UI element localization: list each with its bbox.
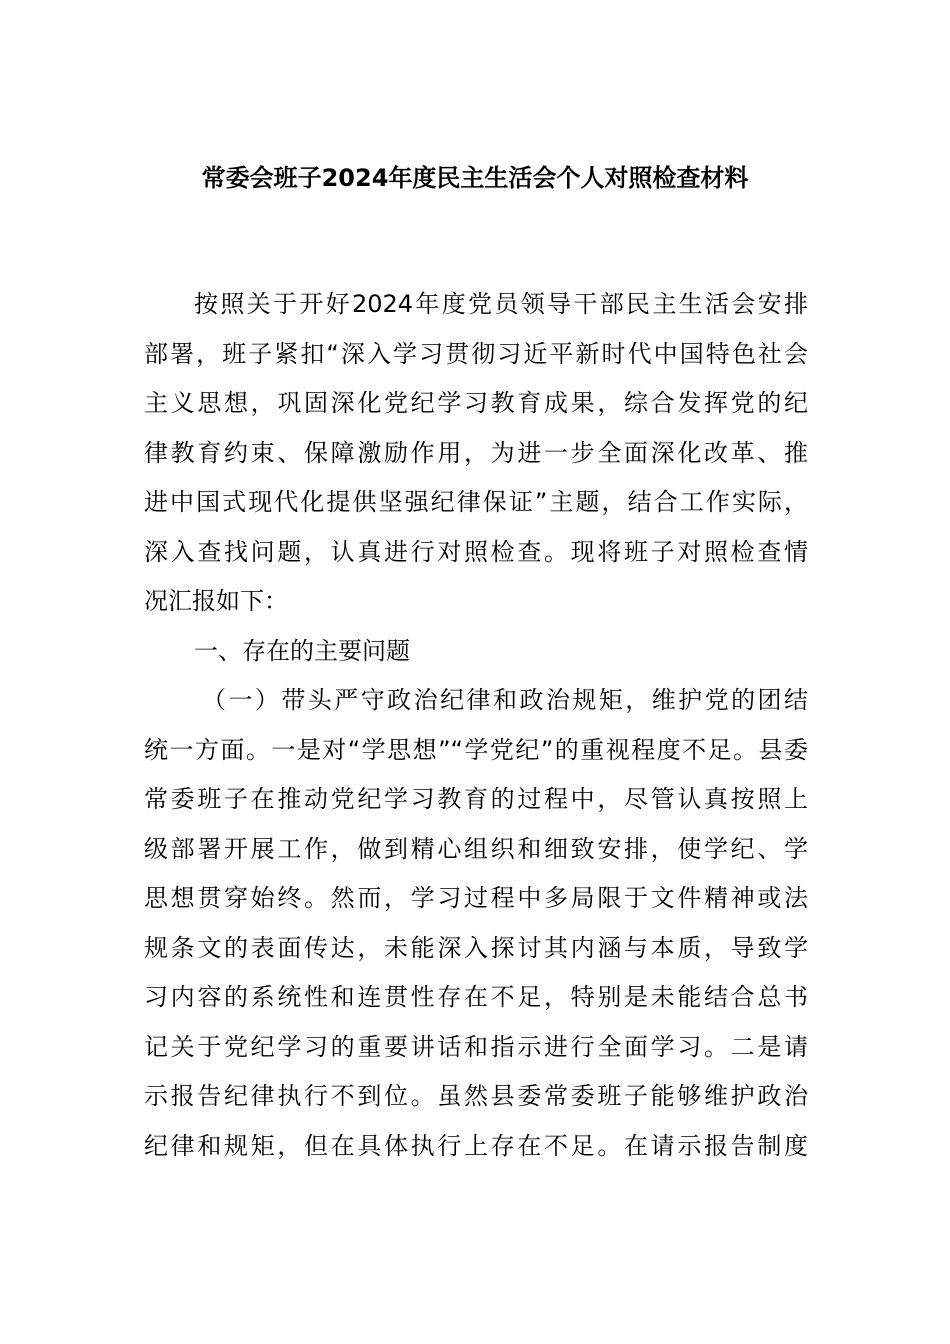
paragraph-line: 习内容的系统性和连贯性存在不足，特别是未能结合总书 xyxy=(144,983,808,1011)
document-body xyxy=(144,280,808,1171)
paragraph-line: 深入查找问题，认真进行对照检查。现将班子对照检查情 xyxy=(144,537,808,566)
section-heading: 一、存在的主要问题 xyxy=(194,636,410,665)
document-title: 常委会班子2024年度民主生活会个人对照检查材料 xyxy=(201,164,749,192)
paragraph-line: 记关于党纪学习的重要讲话和指示进行全面学习。二是请 xyxy=(144,1032,808,1061)
paragraph-line: 律教育约束、保障激励作用，为进一步全面深化改革、推 xyxy=(144,438,808,467)
paragraph-line: 示报告纪律执行不到位。虽然县委常委班子能够维护政治 xyxy=(144,1082,808,1110)
paragraph-line: 况汇报如下： xyxy=(144,587,288,615)
paragraph-line: 按照关于开好2024年度党员领导干部民主生活会安排 xyxy=(194,290,808,318)
paragraph-line: 常委班子在推动党纪学习教育的过程中，尽管认真按照上 xyxy=(144,785,808,813)
paragraph-line: 主义思想，巩固深化党纪学习教育成果，综合发挥党的纪 xyxy=(144,389,808,417)
paragraph-line: 统一方面。一是对“学思想”“学党纪”的重视程度不足。县委 xyxy=(144,735,808,764)
paragraph-line: 进中国式现代化提供坚强纪律保证”主题，结合工作实际， xyxy=(144,488,808,516)
subsection-heading-line: （一）带头严守政治纪律和政治规矩，维护党的团结 xyxy=(202,686,808,714)
paragraph-line: 思想贯穿始终。然而，学习过程中多局限于文件精神或法 xyxy=(144,884,808,912)
paragraph-line: 纪律和规矩，但在具体执行上存在不足。在请示报告制度 xyxy=(144,1131,808,1160)
paragraph-line: 部署，班子紧扣“深入学习贯彻习近平新时代中国特色社会 xyxy=(144,339,808,368)
paragraph-line: 规条文的表面传达，未能深入探讨其内涵与本质，导致学 xyxy=(144,933,808,962)
paragraph-line: 级部署开展工作，做到精心组织和细致安排，使学纪、学 xyxy=(144,834,808,863)
